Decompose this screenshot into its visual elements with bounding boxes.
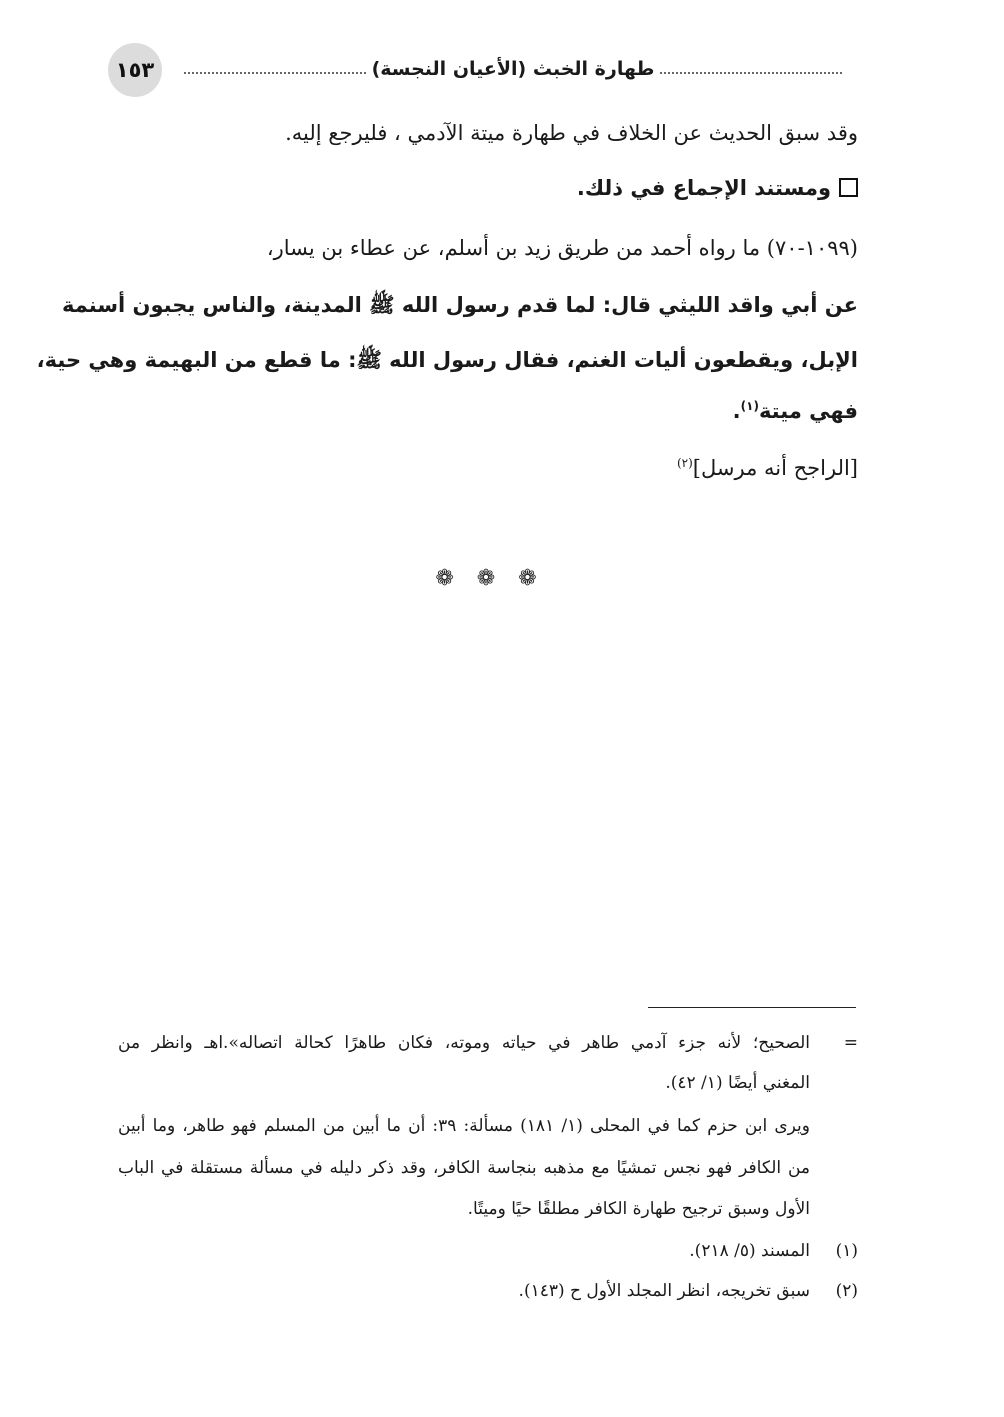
section-divider-ornament: ❁ ❁ ❁ [435,566,545,591]
period: . [732,399,741,423]
running-header [184,52,842,86]
footnote-cont-line-4: من الكافر فهو نجس تمشيًا مع مذهبه بنجاسة الكافر، وقد ذكر دليله في مسألة مستقلة في الباب [118,1158,810,1178]
header-dots-left [184,72,366,74]
footnote-2-text: سبق تخريجه، انظر المجلد الأول ح (١٤٣). [518,1281,810,1301]
footnote-cont-line-3: ويرى ابن حزم كما في المحلى (١/ ١٨١) مسألة: ٣٩: أن ما أبين من المسلم فهو طاهر، وما أبين [118,1116,810,1136]
footnote-separator [648,1007,856,1008]
hadith-text-line-1: عن أبي واقد الليثي قال: لما قدم رسول الله ﷺ المدينة، والناس يجبون أسنمة [61,293,858,317]
hadith-chain: (١٠٩٩-٧٠) ما رواه أحمد من طريق زيد بن أسلم، عن عطاء بن يسار، [266,236,858,260]
footnote-1-text: المسند (٥/ ٢١٨). [689,1241,810,1261]
footnote-2-number: (٢) [835,1281,858,1301]
section-heading [577,173,858,203]
footnote-ref-2[interactable]: (٢) [676,456,693,470]
checkbox-square-icon [839,178,858,197]
footnote-cont-line-5: الأول وسبق ترجيح طهارة الكافر مطلقًا حيًا وميتًا. [467,1199,810,1219]
body-line-1: وقد سبق الحديث عن الخلاف في طهارة ميتة الآدمي ، فليرجع إليه. [285,121,858,145]
header-dots-right [660,72,842,74]
hadith-text-line-3 [733,396,858,426]
hadith-ending: فهي ميتة [758,399,858,423]
footnote-ref-1[interactable]: (١) [740,399,759,413]
footnote-1-number: (١) [835,1241,858,1261]
footnote-cont-line-2: المغني أيضًا (١/ ٤٢). [665,1073,810,1093]
section-heading-text: ومستند الإجماع في ذلك. [576,176,831,200]
footnote-cont-line-1: الصحيح؛ لأنه جزء آدمي طاهر في حياته وموته، فكان طاهرًا كحالة اتصاله».اهـ وانظر من [118,1033,810,1053]
hadith-text-line-2: الإبل، ويقطعون أليات الغنم، فقال رسول الله ﷺ: ما قطع من البهيمة وهي حية، [36,348,858,372]
page-number: ١٥٣ [108,43,162,97]
grading-note [677,453,858,483]
grading-text: [الراجح أنه مرسل] [692,456,858,480]
chapter-title: طهارة الخبث (الأعيان النجسة) [371,58,655,80]
continuation-marker: = [843,1033,858,1053]
